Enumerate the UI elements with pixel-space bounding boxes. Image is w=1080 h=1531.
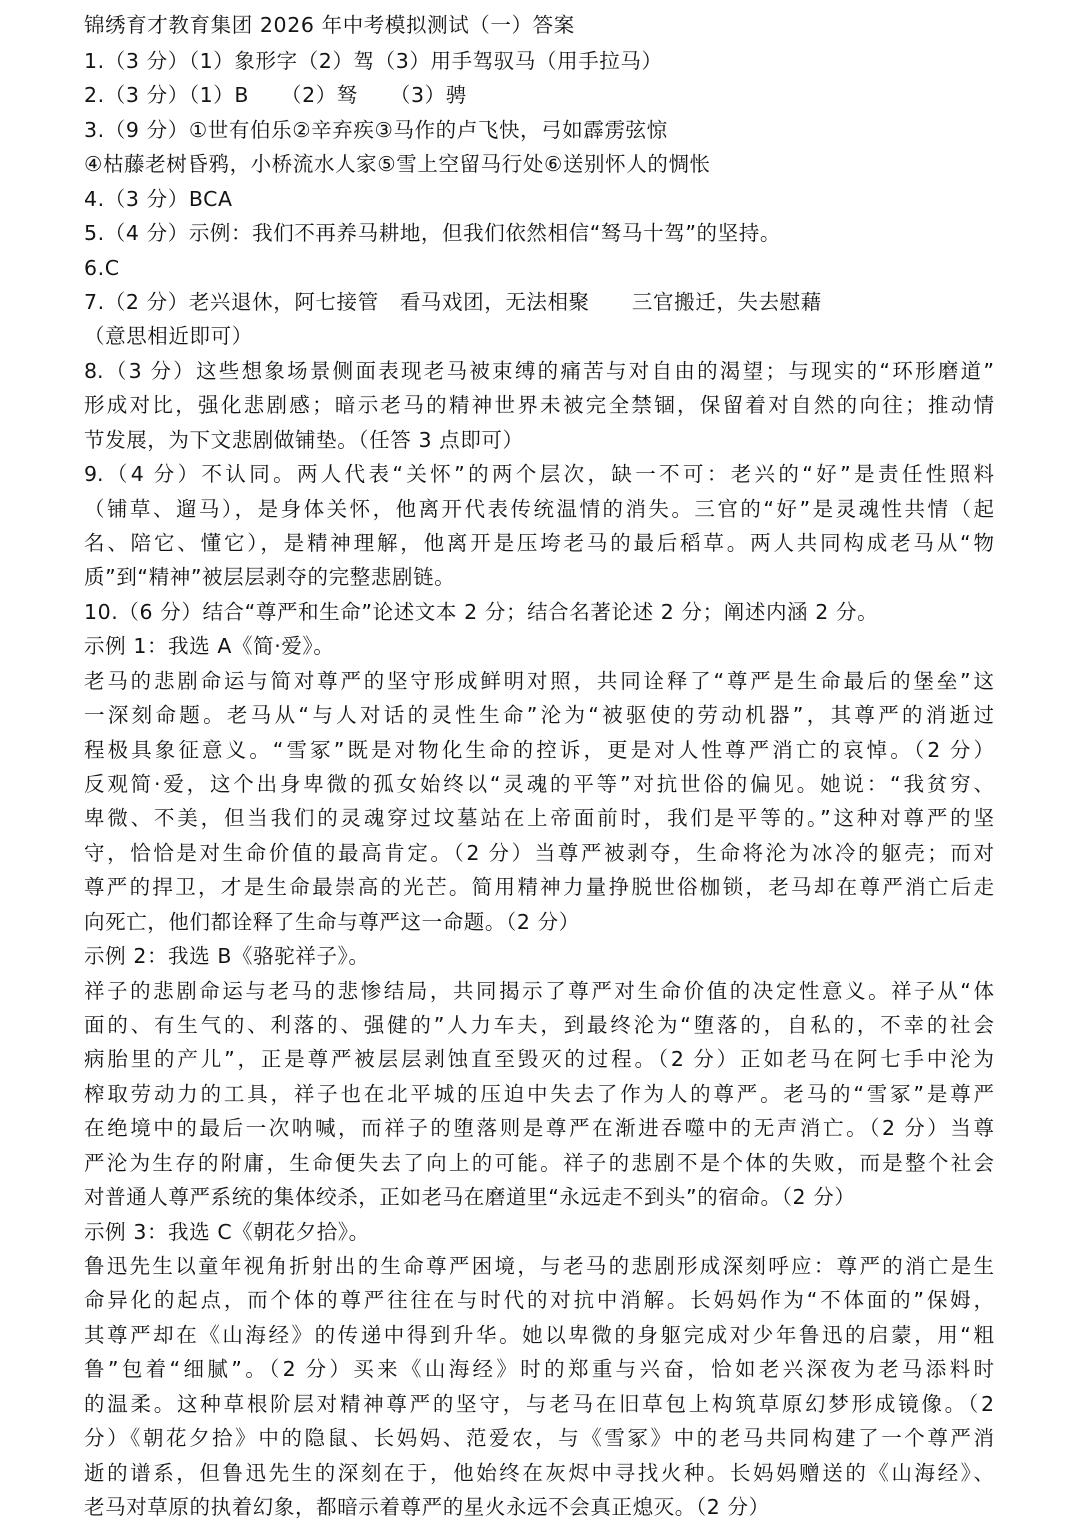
- answer-line: 反观简·爱，这个出身卑微的孤女始终以“灵魂的平等”对抗世俗的偏见。她说：“我贫穷、: [84, 772, 994, 796]
- answer-line: 尊严的捍卫，才是生命最崇高的光芒。简用精神力量挣脱世俗枷锁，老马却在尊严消亡后走: [84, 875, 994, 899]
- answer-line: 9.（4 分）不认同。两人代表“关怀”的两个层次，缺一不可：老兴的“好”是责任性照料: [84, 462, 994, 486]
- answer-line: ④枯藤老树昏鸦，小桥流水人家⑤雪上空留马行处⑥送别怀人的惆怅: [84, 152, 711, 176]
- example-heading: 示例 2：我选 B《骆驼祥子》。: [84, 944, 370, 968]
- answer-line: 2.（3 分）（1）B （2）驽 （3）骋: [84, 83, 467, 107]
- answer-line: 一深刻命题。老马从“与人对话的灵性生命”沦为“被驱使的劳动机器”，其尊严的消逝过: [84, 703, 994, 727]
- doc-title: 锦绣育才教育集团 2026 年中考模拟测试（一）答案: [84, 13, 575, 37]
- answer-line: 面的、有生气的、利落的、强健的”人力车夫，到最终沦为“堕落的，自私的，不幸的社会: [84, 1013, 994, 1037]
- answer-line: （意思相近即可）: [84, 324, 253, 348]
- answer-line: 老马的悲剧命运与简对尊严的坚守形成鲜明对照，共同诠释了“尊严是生命最后的堡垒”这: [84, 669, 994, 693]
- answer-line: 鲁”包着“细腻”。（2 分）买来《山海经》时的郑重与兴奋，恰如老兴深夜为老马添料时: [84, 1357, 994, 1381]
- answer-line: 5.（4 分）示例：我们不再养马耕地，但我们依然相信“驽马十驾”的坚持。: [84, 221, 781, 245]
- answer-line: 鲁迅先生以童年视角折射出的生命尊严困境，与老马的悲剧形成深刻呼应：尊严的消亡是生: [84, 1254, 994, 1278]
- answer-line: 病胎里的产儿”，正是尊严被层层剥蚀直至毁灭的过程。（2 分）正如老马在阿七手中沦为: [84, 1047, 994, 1071]
- answer-line: 对普通人尊严系统的集体绞杀，正如老马在磨道里“永远走不到头”的宿命。（2 分）: [84, 1185, 856, 1209]
- answer-line: 分）《朝花夕拾》中的隐鼠、长妈妈、范爱农，与《雪冢》中的老马共同构建了一个尊严消: [84, 1426, 994, 1450]
- answer-line: 在绝境中的最后一次呐喊，而祥子的堕落则是尊严在渐进吞噬中的无声消亡。（2 分）当尊: [84, 1116, 994, 1140]
- answer-line: 8.（3 分）这些想象场景侧面表现老马被束缚的痛苦与对自由的渴望；与现实的“环形磨道”: [84, 359, 994, 383]
- answer-line: 质”到“精神”被层层剥夺的完整悲剧链。: [84, 565, 456, 589]
- answer-line: 7.（2 分）老兴退休，阿七接管 看马戏团，无法相聚 三官搬迁，失去慰藉: [84, 290, 822, 314]
- answer-line: 的温柔。这种草根阶层对精神尊严的坚守，与老马在旧草包上构筑草原幻梦形成镜像。（2: [84, 1392, 994, 1416]
- answer-line: 3.（9 分）①世有伯乐②辛弃疾③马作的卢飞快，弓如霹雳弦惊: [84, 118, 668, 142]
- answer-line: 4.（3 分）BCA: [84, 187, 233, 211]
- answer-line: 程极具象征意义。“雪冢”既是对物化生命的控诉，更是对人性尊严消亡的哀悼。（2 分）: [84, 738, 994, 762]
- answer-line: 6.C: [84, 256, 120, 280]
- answer-line: 10.（6 分）结合“尊严和生命”论述文本 2 分；结合名著论述 2 分；阐述内涵 2 分。: [84, 600, 879, 624]
- answer-line: 祥子的悲剧命运与老马的悲惨结局，共同揭示了尊严对生命价值的决定性意义。祥子从“体: [84, 979, 994, 1003]
- example-heading: 示例 1：我选 A《简·爱》。: [84, 634, 335, 658]
- example-heading: 示例 3：我选 C《朝花夕拾》。: [84, 1220, 370, 1244]
- answer-line: 其尊严却在《山海经》的传递中得到升华。她以卑微的身躯完成对少年鲁迅的启蒙，用“粗: [84, 1323, 994, 1347]
- answer-line: 老马对草原的执着幻象，都暗示着尊严的星火永远不会真正熄灭。（2 分）: [84, 1495, 770, 1519]
- answer-line: （铺草、遛马），是身体关怀，他离开代表传统温情的消失。三官的“好”是灵魂性共情（起: [84, 497, 994, 521]
- answer-line: 卑微、不美，但当我们的灵魂穿过坟墓站在上帝面前时，我们是平等的。”这种对尊严的坚: [84, 806, 994, 830]
- answer-line: 逝的谱系，但鲁迅先生的深刻在于，他始终在灰烬中寻找火种。长妈妈赠送的《山海经》、: [84, 1461, 994, 1485]
- answer-line: 守，恰恰是对生命价值的最高肯定。（2 分）当尊严被剥夺，生命将沦为冰冷的躯壳；而对: [84, 841, 994, 865]
- answer-line: 形成对比，强化悲剧感；暗示老马的精神世界未被完全禁锢，保留着对自然的向往；推动情: [84, 393, 994, 417]
- answer-line: 向死亡，他们都诠释了生命与尊严这一命题。（2 分）: [84, 910, 580, 934]
- answer-line: 1.（3 分）（1）象形字（2）驾（3）用手驾驭马（用手拉马）: [84, 49, 663, 73]
- answer-line: 榨取劳动力的工具，祥子也在北平城的压迫中失去了作为人的尊严。老马的“雪冢”是尊严: [84, 1082, 994, 1106]
- answer-line: 命异化的起点，而个体的尊严往往在与时代的对抗中消解。长妈妈作为“不体面的”保姆，: [84, 1288, 994, 1312]
- answer-line: 名、陪它、懂它），是精神理解，他离开是压垮老马的最后稻草。两人共同构成老马从“物: [84, 531, 994, 555]
- answer-line: 节发展，为下文悲剧做铺垫。（任答 3 点即可）: [84, 428, 524, 452]
- answer-line: 严沦为生存的附庸，生命便失去了向上的可能。祥子的悲剧不是个体的失败，而是整个社会: [84, 1151, 994, 1175]
